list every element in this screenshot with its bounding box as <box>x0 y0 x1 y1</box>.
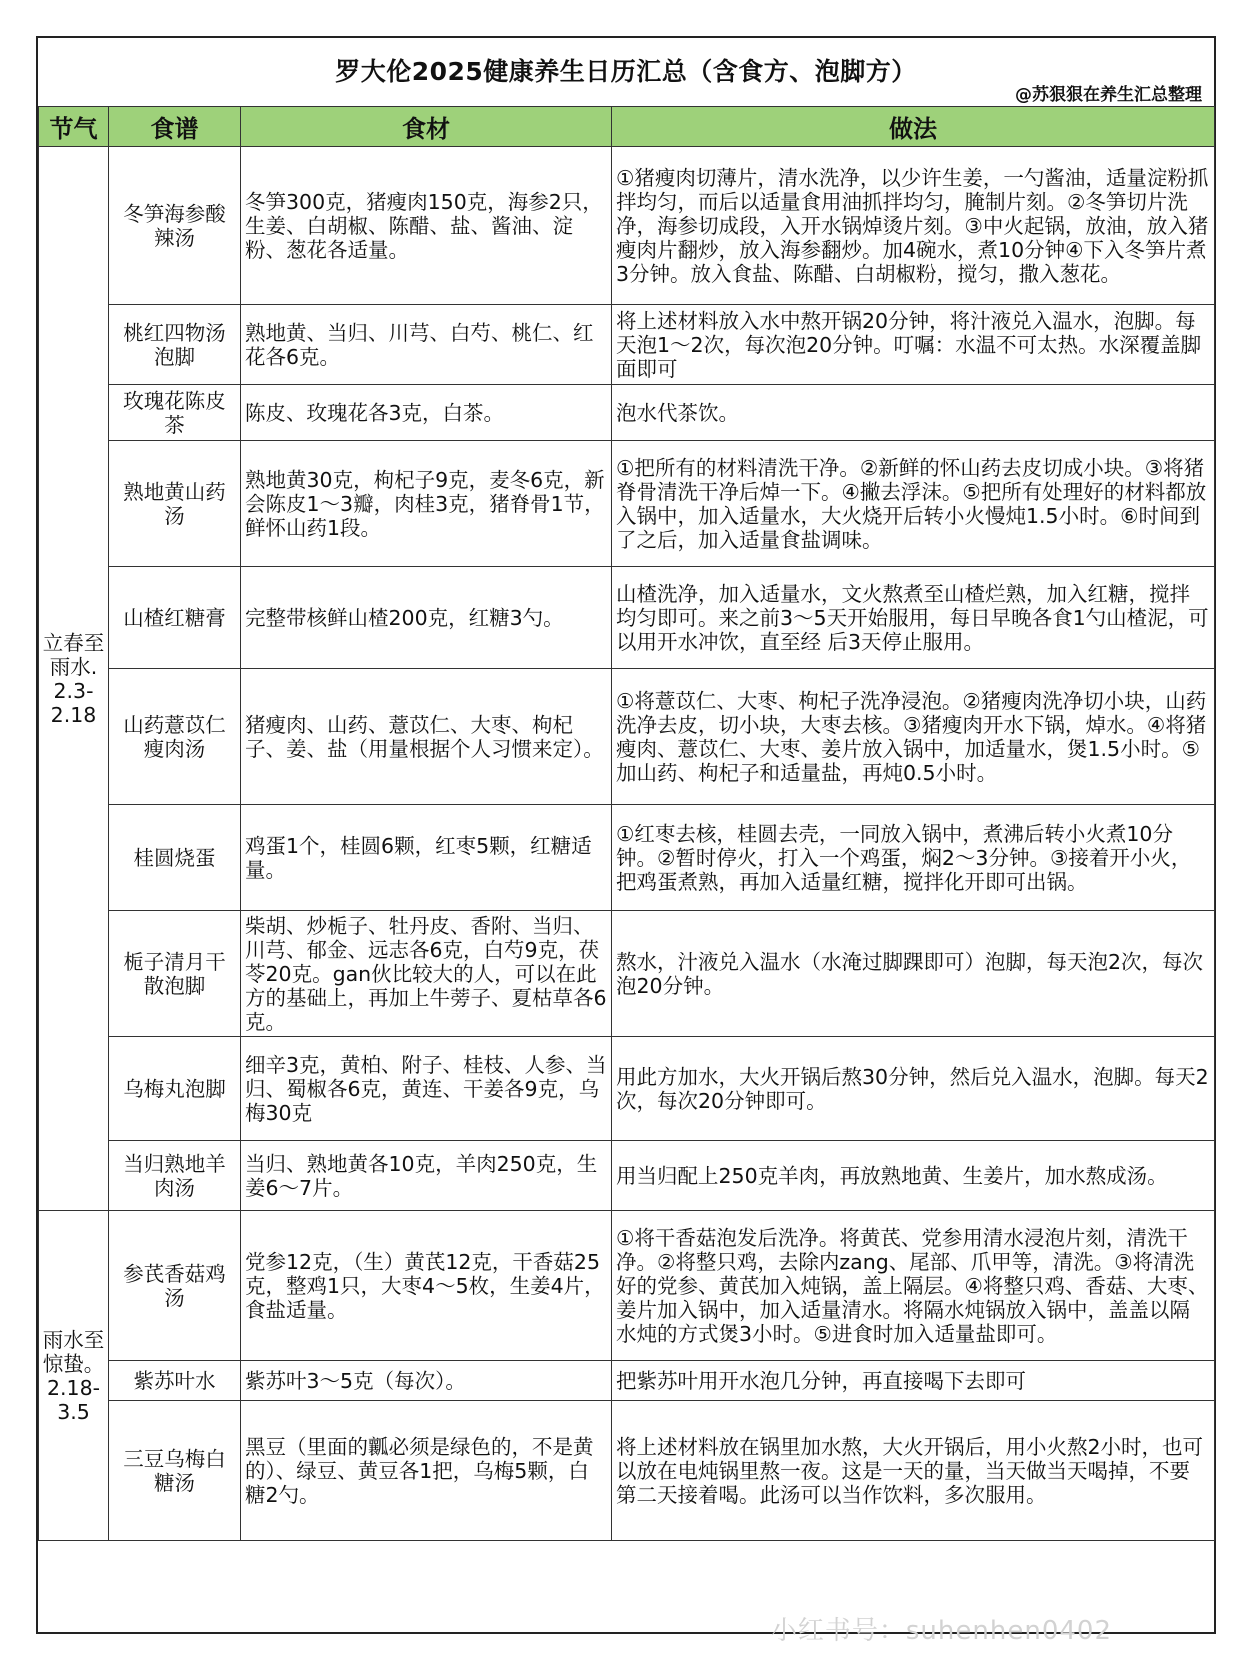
recipe-name: 栀子清月干散泡脚 <box>109 911 241 1037</box>
ingredients-cell: 细辛3克，黄柏、附子、桂枝、人参、当归、蜀椒各6克，黄连、干姜各9克，乌梅30克 <box>241 1037 612 1141</box>
credit-label: @苏狠狠在养生汇总整理 <box>1015 85 1202 105</box>
recipe-name: 乌梅丸泡脚 <box>109 1037 241 1141</box>
table-row <box>39 567 1215 669</box>
table-row <box>39 1361 1215 1401</box>
method-cell: 熬水，汁液兑入温水（水淹过脚踝即可）泡脚，每天泡2次，每次泡20分钟。 <box>612 911 1215 1037</box>
recipe-name: 参芪香菇鸡汤 <box>109 1211 241 1361</box>
header-row <box>39 107 1215 147</box>
method-cell: ①把所有的材料清洗干净。②新鲜的怀山药去皮切成小块。③将猪脊骨清洗干净后焯一下。④撇去浮沫。⑤把所有处理好的材料都放入锅中，加入适量水，大火烧开后转小火慢炖1.5小时。⑥时间到了之后，加入适量食盐调味。 <box>612 441 1215 567</box>
method-cell: 山楂洗净，加入适量水，文火熬煮至山楂烂熟，加入红糖，搅拌均匀即可。来之前3～5天开始服用，每日早晚各食1勺山楂泥，可以用开水冲饮，直至经 后3天停止服用。 <box>612 567 1215 669</box>
table-row <box>39 441 1215 567</box>
recipe-table <box>38 106 1215 1541</box>
method-cell: ①猪瘦肉切薄片，清水洗净，以少许生姜，一勺酱油，适量淀粉抓拌均匀，而后以适量食用油抓拌均匀，腌制片刻。②冬笋切片洗净，海参切成段，入开水锅焯烫片刻。③中火起锅，放油，放入猪瘦肉片翻炒，放入海参翻炒。加4碗水，煮10分钟④下入冬笋片煮3分钟。放入食盐、陈醋、白胡椒粉，搅匀，撒入葱花。 <box>612 147 1215 305</box>
recipe-name: 三豆乌梅白糖汤 <box>109 1401 241 1541</box>
table-row <box>39 305 1215 385</box>
recipe-name: 桃红四物汤泡脚 <box>109 305 241 385</box>
ingredients-cell: 猪瘦肉、山药、薏苡仁、大枣、枸杞子、姜、盐（用量根据个人习惯来定）。 <box>241 669 612 805</box>
recipe-name: 紫苏叶水 <box>109 1361 241 1401</box>
table-row <box>39 669 1215 805</box>
table-row <box>39 911 1215 1037</box>
table-row <box>39 805 1215 911</box>
ingredients-cell: 鸡蛋1个，桂圆6颗，红枣5颗，红糖适量。 <box>241 805 612 911</box>
method-cell: ①将薏苡仁、大枣、枸杞子洗净浸泡。②猪瘦肉洗净切小块，山药洗净去皮，切小块，大枣去核。③猪瘦肉开水下锅，焯水。④将猪瘦肉、薏苡仁、大枣、姜片放入锅中，加适量水，煲1.5小时。⑤加山药、枸杞子和适量盐，再炖0.5小时。 <box>612 669 1215 805</box>
method-cell: ①红枣去核，桂圆去壳，一同放入锅中，煮沸后转小火煮10分钟。②暂时停火，打入一个鸡蛋，焖2～3分钟。③接着开小火，把鸡蛋煮熟，再加入适量红糖，搅拌化开即可出锅。 <box>612 805 1215 911</box>
ingredients-cell: 紫苏叶3～5克（每次）。 <box>241 1361 612 1401</box>
method-cell: 将上述材料放在锅里加水熬，大火开锅后，用小火熬2小时，也可以放在电炖锅里熬一夜。这是一天的量，当天做当天喝掉，不要第二天接着喝。此汤可以当作饮料，多次服用。 <box>612 1401 1215 1541</box>
recipe-name: 桂圆烧蛋 <box>109 805 241 911</box>
ingredients-cell: 熟地黄30克，枸杞子9克，麦冬6克，新会陈皮1～3瓣，肉桂3克，猪脊骨1节，鲜怀山药1段。 <box>241 441 612 567</box>
table-row <box>39 147 1215 305</box>
season-cell: 立春至雨水. 2.3- 2.18 <box>39 147 109 1211</box>
ingredients-cell: 熟地黄、当归、川芎、白芍、桃仁、红花各6克。 <box>241 305 612 385</box>
recipe-name: 山楂红糖膏 <box>109 567 241 669</box>
ingredients-cell: 黑豆（里面的瓤必须是绿色的，不是黄的）、绿豆、黄豆各1把，乌梅5颗，白糖2勺。 <box>241 1401 612 1541</box>
recipe-name: 山药薏苡仁瘦肉汤 <box>109 669 241 805</box>
method-cell: 泡水代茶饮。 <box>612 385 1215 441</box>
title-bar <box>38 38 1214 106</box>
method-cell: 将上述材料放入水中熬开锅20分钟，将汁液兑入温水，泡脚。每天泡1～2次，每次泡20分钟。叮嘱：水温不可太热。水深覆盖脚面即可 <box>612 305 1215 385</box>
method-cell: 用当归配上250克羊肉，再放熟地黄、生姜片，加水熬成汤。 <box>612 1141 1215 1211</box>
method-cell: ①将干香菇泡发后洗净。将黄芪、党参用清水浸泡片刻，清洗干净。②将整只鸡，去除内zang、尾部、爪甲等，清洗。③将清洗好的党参、黄芪加入炖锅，盖上隔层。④将整只鸡、香菇、大枣、姜片加入锅中，加入适量清水。将隔水炖锅放入锅中，盖盖以隔水炖的方式煲3小时。⑤进食时加入适量盐即可。 <box>612 1211 1215 1361</box>
recipe-name: 冬笋海参酸辣汤 <box>109 147 241 305</box>
header-ingredients: 食材 <box>241 107 612 147</box>
page-title: 罗大伦2025健康养生日历汇总（含食方、泡脚方） <box>335 57 917 86</box>
ingredients-cell: 陈皮、玫瑰花各3克，白茶。 <box>241 385 612 441</box>
watermark: 小红书号：suhenhen0402 <box>770 1616 1112 1646</box>
calendar-sheet <box>36 36 1216 1634</box>
table-row <box>39 1211 1215 1361</box>
recipe-name: 玫瑰花陈皮茶 <box>109 385 241 441</box>
header-recipe: 食谱 <box>109 107 241 147</box>
header-season: 节气 <box>39 107 109 147</box>
table-row <box>39 1141 1215 1211</box>
table-row <box>39 1401 1215 1541</box>
method-cell: 用此方加水，大火开锅后熬30分钟，然后兑入温水，泡脚。每天2次，每次20分钟即可。 <box>612 1037 1215 1141</box>
recipe-name: 熟地黄山药汤 <box>109 441 241 567</box>
recipe-name: 当归熟地羊肉汤 <box>109 1141 241 1211</box>
season-cell: 雨水至惊蛰。2.18-3.5 <box>39 1211 109 1541</box>
ingredients-cell: 完整带核鲜山楂200克，红糖3勺。 <box>241 567 612 669</box>
ingredients-cell: 冬笋300克，猪瘦肉150克，海参2只，生姜、白胡椒、陈醋、盐、酱油、淀粉、葱花各适量。 <box>241 147 612 305</box>
ingredients-cell: 柴胡、炒栀子、牡丹皮、香附、当归、川芎、郁金、远志各6克，白芍9克，茯苓20克。gan伙比较大的人，可以在此方的基础上，再加上牛蒡子、夏枯草各6克。 <box>241 911 612 1037</box>
ingredients-cell: 当归、熟地黄各10克，羊肉250克，生姜6～7片。 <box>241 1141 612 1211</box>
header-method: 做法 <box>612 107 1215 147</box>
method-cell: 把紫苏叶用开水泡几分钟，再直接喝下去即可 <box>612 1361 1215 1401</box>
table-row <box>39 385 1215 441</box>
table-row <box>39 1037 1215 1141</box>
ingredients-cell: 党参12克，（生）黄芪12克，干香菇25克，整鸡1只，大枣4～5枚，生姜4片，食盐适量。 <box>241 1211 612 1361</box>
